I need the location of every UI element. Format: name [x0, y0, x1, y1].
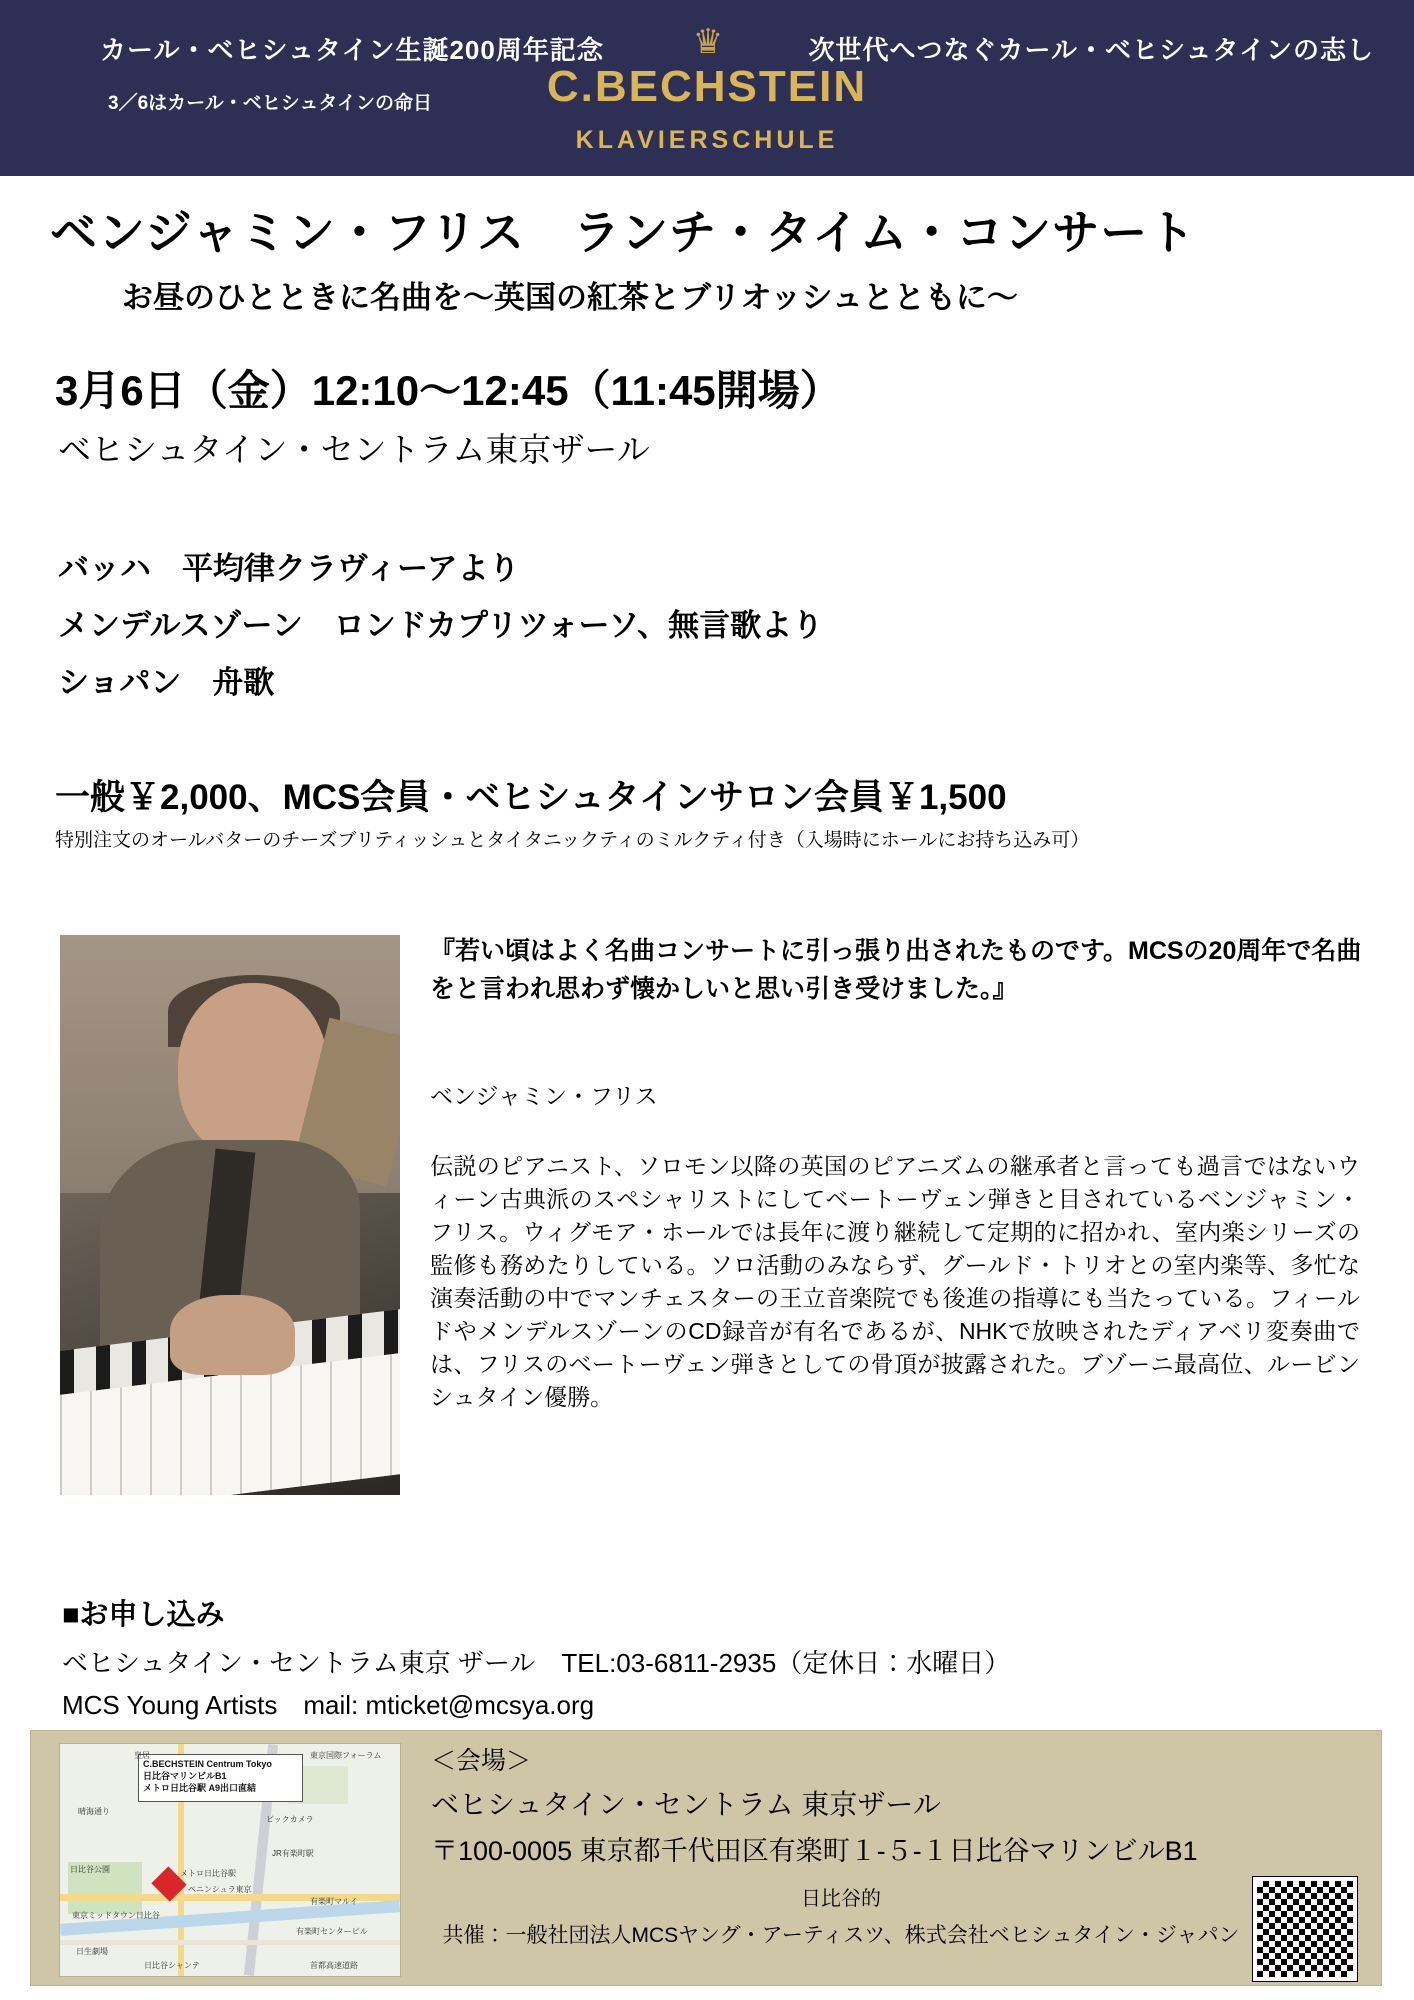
event-venue: ベヒシュタイン・セントラム東京ザール — [58, 431, 650, 468]
map-callout-line2: 日比谷マリンビルB1 — [143, 1771, 227, 1781]
map-label: 晴海通り — [78, 1807, 110, 1816]
price-line: 一般￥2,000、MCS会員・ベヒシュタインサロン会員￥1,500 — [55, 778, 1007, 817]
brand-logo-text: C.BECHSTEIN — [546, 62, 868, 111]
artist-name: ベンジャミン・フリス — [430, 1083, 658, 1109]
map-callout-title: C.BECHSTEIN Centrum Tokyo — [143, 1759, 272, 1769]
program-list — [58, 540, 823, 711]
map-label: 日比谷シャンテ — [144, 1961, 200, 1970]
map-label: JR有楽町駅 — [272, 1849, 314, 1858]
qr-code-icon — [1253, 1877, 1357, 1981]
map-label: 皇居 — [134, 1751, 150, 1760]
map-callout-line3: メトロ日比谷駅 A9出口直結 — [143, 1783, 257, 1793]
crown-icon: ♛ — [692, 23, 724, 61]
application-mail-line: MCS Young Artists mail: mticket@mcsya.org — [62, 1690, 595, 1720]
map-label: ペニンシュラ東京 — [188, 1885, 252, 1894]
venue-details — [431, 1741, 1331, 1949]
header-anniversary-text: カール・ベヒシュタイン生誕200周年記念 — [100, 35, 604, 65]
map-label: 日生劇場 — [76, 1947, 108, 1956]
map-label: 首都高速道路 — [310, 1961, 358, 1970]
venue-name: ベヒシュタイン・セントラム 東京ザール — [431, 1789, 941, 1820]
header-band — [0, 0, 1414, 176]
map-callout — [138, 1754, 303, 1802]
page-title: ベンジャミン・フリス ランチ・タイム・コンサート — [50, 206, 1197, 259]
program-item: ショパン 舟歌 — [58, 665, 275, 700]
price-note: 特別注文のオールバターのチーズブリティッシュとタイタニックティのミルクティ付き（入場時にホールにお持ち込み可） — [55, 830, 1090, 851]
map-label: 東京国際フォーラム — [310, 1751, 382, 1760]
map-label: ビックカメラ — [266, 1815, 314, 1824]
artist-photo — [60, 935, 400, 1495]
map-label: 日比谷公園 — [70, 1865, 110, 1874]
venue-note: 日比谷的 — [801, 1888, 881, 1910]
artist-bio: 伝説のピアニスト、ソロモン以降の英国のピアニズムの継承者と言っても過言ではないウィーン古典派のスペシャリストにしてベートーヴェン弾きと目されているベンジャミン・フリス。ウィグモア・ホールでは長年に渡り継続して定期的に招かれ、室内楽シリーズの監修も務めたりしている。ソロ活動のみならず、グールド・トリオとの室内楽等、多忙な演奏活動の中でマンチェスターの王立音楽院でも後進の指導にも当たっている。フィールドやメンデルスゾーンのCD録音が有名であるが、NHKで放映されたディアベリ変奏曲では、フリスのベートーヴェン弾きとしての骨頂が披露された。ブゾーニ最高位、ルービンシュタイン優勝。 — [430, 1153, 1360, 1410]
program-item: メンデルスゾーン ロンドカプリツォーソ、無言歌より — [58, 608, 824, 643]
venue-address: 〒100-0005 東京都千代田区有楽町１-５-１日比谷マリンビルB1 — [431, 1836, 1198, 1866]
venue-label: ＜会場＞ — [431, 1747, 532, 1775]
program-item: バッハ 平均律クラヴィーアより — [58, 551, 520, 586]
application-heading: ■お申し込み — [62, 1599, 225, 1631]
header-memorial-date-text: 3／6はカール・ベヒシュタインの命日 — [108, 93, 432, 114]
map-label: メトロ日比谷駅 — [180, 1869, 236, 1878]
venue-info-panel — [30, 1730, 1382, 1986]
event-datetime: 3月6日（金）12:10〜12:45（11:45開場） — [55, 367, 842, 414]
header-tagline-text: 次世代へつなぐカール・ベヒシュタインの志し — [808, 35, 1374, 65]
venue-map — [59, 1743, 401, 1977]
artist-quote: 『若い頃はよく名曲コンサートに引っ張り出されたものです。MCSの20周年で名曲をと言われ思わず懐かしいと思い引き受けました。』 — [430, 937, 1362, 1003]
brand-sub-text: KLAVIERSCHULE — [575, 126, 839, 154]
map-label: 有楽町マルイ — [310, 1897, 358, 1906]
map-label: 有楽町センタービル — [296, 1927, 368, 1936]
coorganizer-text: 共催：一般社団法人MCSヤング・アーティスツ、株式会社ベヒシュタイン・ジャパン — [442, 1924, 1240, 1947]
page-subtitle: お昼のひとときに名曲を〜英国の紅茶とブリオッシュとともに〜 — [122, 280, 1018, 315]
map-label: 東京ミッドタウン日比谷 — [72, 1911, 160, 1920]
application-phone-line: ベヒシュタイン・セントラム東京 ザール TEL:03-6811-2935（定休日：水曜日） — [62, 1648, 1011, 1678]
